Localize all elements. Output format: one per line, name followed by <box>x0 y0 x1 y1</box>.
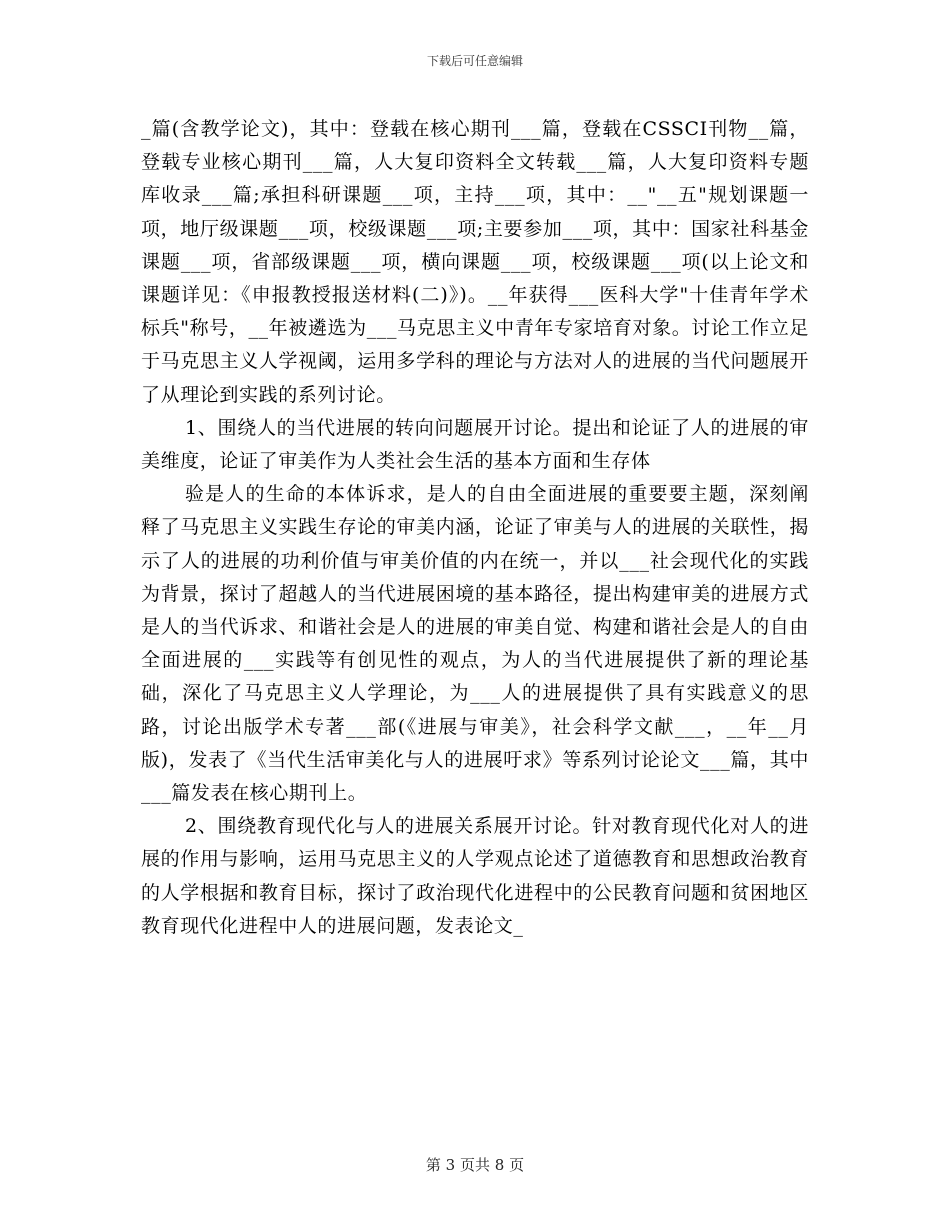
paragraph-item-1-body: 验是人的生命的本体诉求，是人的自由全面进展的重要要主题，深刻阐释了马克思主义实践生存论的审美内涵，论证了审美与人的进展的关联性，揭示了人的进展的功利价值与审美价值的内在统一，并以___社会现代化的实践为背景，探讨了超越人的当代进展困境的基本路径，提出构建审美的进展方式是人的当代诉求、和谐社会是人的进展的审美自觉、构建和谐社会是人的自由全面进展的___实践等有创见性的观点，为人的当代进展提供了新的理论基础，深化了马克思主义人学理论，为___人的进展提供了具有实践意义的思路，讨论出版学术专著___部(《进展与审美》，社会科学文献___，__年__月版)，发表了《当代生活审美化与人的进展吁求》等系列讨论论文___篇，其中___篇发表在核心期刊上。 <box>141 483 809 805</box>
page-number: 第 3 页共 8 页 <box>425 1156 525 1174</box>
paragraph-item-2: 2、围绕教育现代化与人的进展关系展开讨论。针对教育现代化对人的进展的作用与影响，运用马克思主义的人学观点论述了道德教育和思想政治教育的人学根据和教育目标，探讨了政治现代化进程中的公民教育问题和贫困地区教育现代化进程中人的进展问题，发表论文_ <box>141 815 809 937</box>
paragraph-publications-summary: _篇(含教学论文)，其中：登载在核心期刊___篇，登载在CSSCI刊物__篇，登载专业核心期刊___篇，人大复印资料全文转载___篇，人大复印资料专题库收录___篇;承担科研课题___项，主持___项，其中：__"__五"规划课题一项，地厅级课题___项，校级课题___项;主要参加___项，其中：国家社科基金课题___项，省部级课题___项，横向课题___项，校级课题___项(以上论文和课题详见：《申报教授报送材料(二)》)。__年获得___医科大学"十佳青年学术标兵"称号，__年被遴选为___马克思主义中青年专家培育对象。讨论工作立足于马克思主义人学视阈，运用多学科的理论与方法对人的进展的当代问题展开了从理论到实践的系列讨论。 <box>141 118 809 406</box>
document-body <box>141 113 809 943</box>
paragraph-item-1-intro: 1、围绕人的当代进展的转向问题展开讨论。提出和论证了人的进展的审美维度，论证了审美作为人类社会生活的基本方面和生存体 <box>141 416 809 473</box>
page-header: 下载后可任意编辑 <box>426 54 523 68</box>
